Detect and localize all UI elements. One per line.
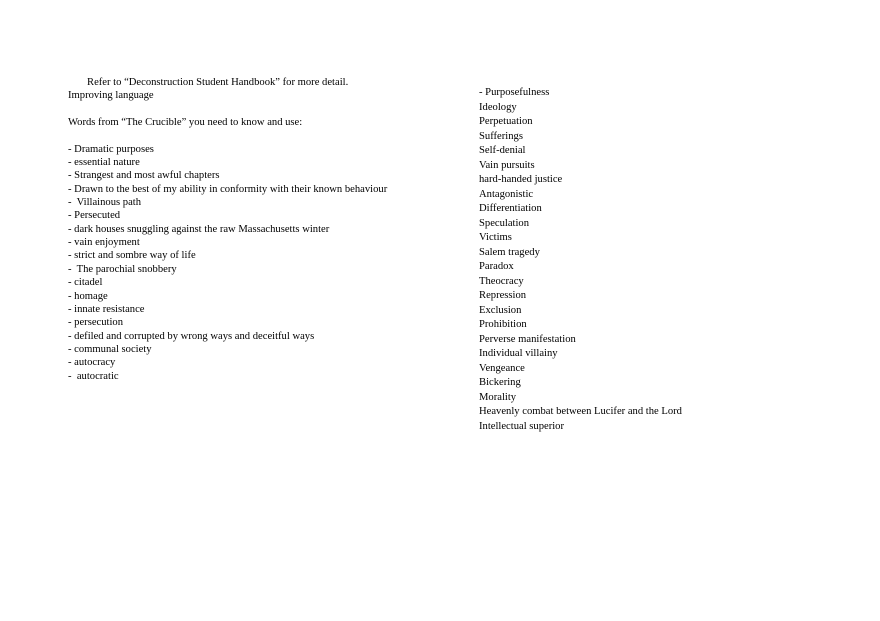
list-item: Antagonistic xyxy=(479,188,534,200)
list-item: - dark houses snuggling against the raw Massachusetts winter xyxy=(68,223,330,235)
list-item: - communal society xyxy=(68,343,152,355)
list-item: - Villainous path xyxy=(68,197,142,209)
list-item: - Persecuted xyxy=(68,210,121,222)
vocabulary-intro: Words from “The Crucible” you need to know and use: xyxy=(68,117,303,129)
right-vocabulary-list xyxy=(479,86,859,434)
spacer xyxy=(68,103,468,116)
list-item: Paradox xyxy=(479,261,514,272)
list-item: Ideology xyxy=(479,101,517,113)
list-item: Salem tragedy xyxy=(479,246,540,258)
list-item: - homage xyxy=(68,290,108,302)
list-item: Intellectual superior xyxy=(479,420,565,432)
list-item: - persecution xyxy=(68,317,124,329)
list-item: hard-handed justice xyxy=(479,174,563,185)
list-item: - essential nature xyxy=(68,157,140,169)
list-item: Morality xyxy=(479,391,517,403)
list-item: Perverse manifestation xyxy=(479,333,576,345)
list-item: Vain pursuits xyxy=(479,159,535,171)
list-item: - vain enjoyment xyxy=(68,237,140,249)
list-item: - Drawn to the best of my ability in conformity with their known behaviour xyxy=(68,183,388,195)
list-item: - defiled and corrupted by wrong ways and deceitful ways xyxy=(68,330,315,342)
list-item: Self-denial xyxy=(479,145,526,156)
list-item: Speculation xyxy=(479,217,530,229)
list-item: Exclusion xyxy=(479,304,522,316)
list-item: Differentiation xyxy=(479,203,542,214)
list-item: Vengeance xyxy=(479,362,525,374)
list-item: - autocratic xyxy=(68,370,119,382)
section-heading: Improving language xyxy=(68,90,154,102)
left-column xyxy=(68,76,468,383)
list-item: - Dramatic purposes xyxy=(68,143,154,155)
list-item: Theocracy xyxy=(479,275,524,287)
spacer xyxy=(68,129,468,142)
right-column xyxy=(479,86,859,434)
list-item: Perpetuation xyxy=(479,116,533,127)
list-item: - citadel xyxy=(68,277,103,289)
list-item: Bickering xyxy=(479,377,521,388)
list-item: - innate resistance xyxy=(68,303,145,315)
list-item: - Strangest and most awful chapters xyxy=(68,170,220,182)
list-item: Victims xyxy=(479,232,512,243)
list-item: - The parochial snobbery xyxy=(68,263,177,275)
left-vocabulary-list xyxy=(68,143,468,383)
list-item: Prohibition xyxy=(479,319,527,330)
list-item: Individual villainy xyxy=(479,348,558,359)
list-item: - strict and sombre way of life xyxy=(68,250,196,262)
list-item: Sufferings xyxy=(479,130,523,142)
list-item: - Purposefulness xyxy=(479,87,550,98)
handbook-note: Refer to “Deconstruction Student Handbook” for more detail. xyxy=(87,77,349,88)
list-item: - autocracy xyxy=(68,357,116,369)
list-item: Repression xyxy=(479,290,527,301)
list-item: Heavenly combat between Lucifer and the Lord xyxy=(479,406,682,417)
